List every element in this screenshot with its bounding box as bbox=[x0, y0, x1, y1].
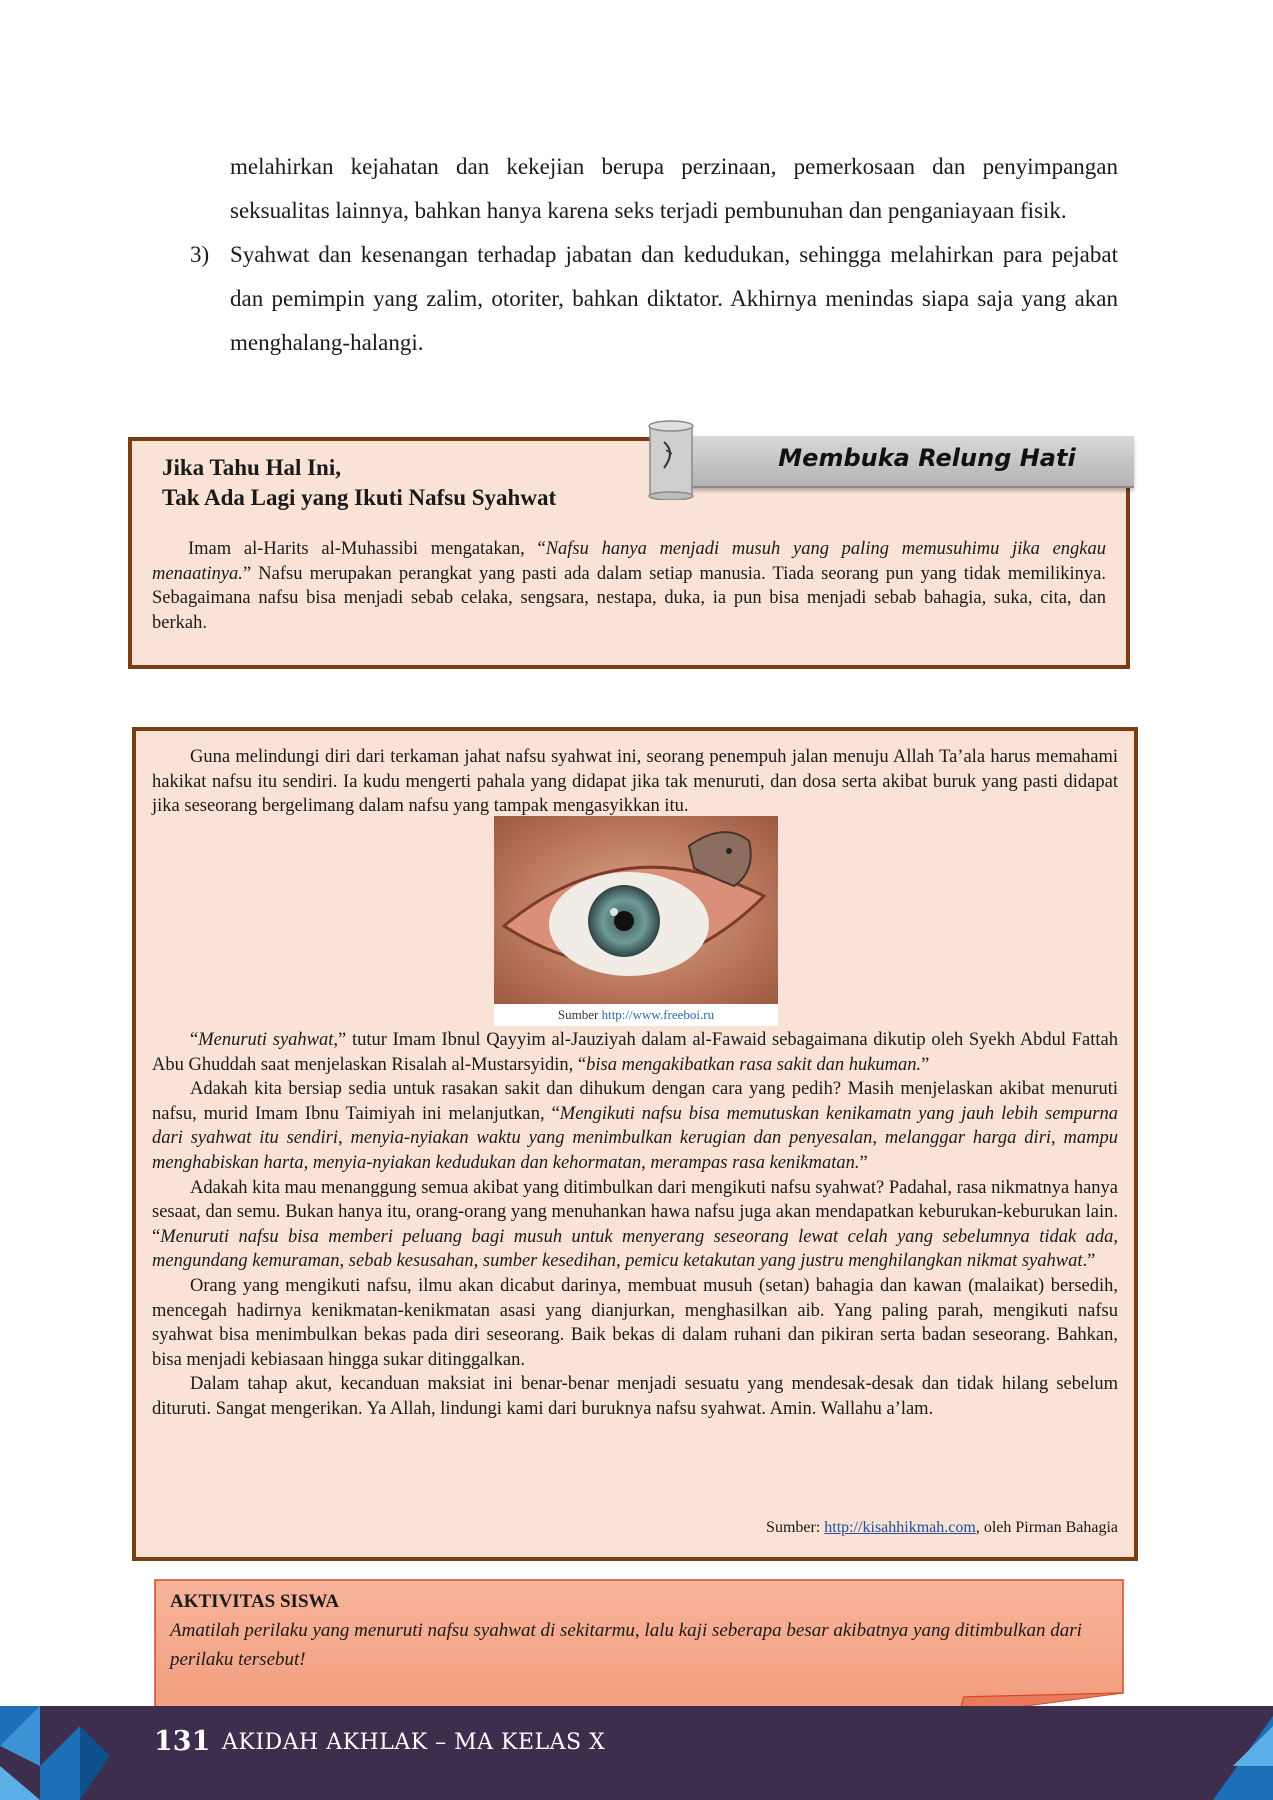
caption-label: Sumber bbox=[557, 1007, 599, 1022]
box-title bbox=[162, 453, 556, 513]
article-box bbox=[132, 727, 1138, 1561]
article-paragraph-2 bbox=[152, 1077, 1118, 1175]
p2-quote: Mengikuti nafsu bisa memutuskan kenikamatn yang jauh lebih sempurna dari syahwat itu sendiri, menyia-nyiakan waktu yang menimbulkan kerugian dan penyesalan, melanggar harga diri, mampu menghabiskan harta, menyia-nyiakan kedudukan dan kehormatan, merampas rasa kenikmatan. bbox=[152, 1103, 1118, 1173]
footer-title: AKIDAH AKHLAK – MA KELAS X bbox=[222, 1730, 606, 1755]
list-item-3 bbox=[190, 233, 1118, 365]
continued-paragraph: melahirkan kejahatan dan kekejian berupa perzinaan, pemerkosaan dan penyimpangan seksualitas lainnya, bahkan hanya karena seks terjadi pembunuhan dan penganiayaan fisik. bbox=[230, 154, 1118, 223]
eye-image bbox=[494, 816, 778, 1026]
p2-text: Adakah kita bersiap sedia untuk rasakan sakit dan dihukum dengan cara yang pedih? Masih menjelaskan akibat menuruti nafsu, murid Imam Ibnu Taimiyah ini melanjutkan, “ bbox=[152, 1079, 1118, 1124]
activity-text bbox=[170, 1587, 1094, 1674]
body-text-top bbox=[190, 145, 1118, 365]
source-author: , oleh Pirman Bahagia bbox=[975, 1519, 1118, 1536]
figure-caption bbox=[494, 1004, 778, 1026]
p1-mid: ” tutur Imam Ibnul Qayyim al-Jauziyah dalam al-Fawaid sebagaimana dikutip oleh Syekh Abdul Fattah Abu Ghuddah saat menjelaskan Risalah al-Mustarsyidin, “ bbox=[152, 1030, 1119, 1075]
p3-close: .” bbox=[1082, 1251, 1096, 1272]
article-paragraph-4: Orang yang mengikuti nafsu, ilmu akan dicabut darinya, membuat musuh (setan) bahagia dan kawan (malaikat) bersedih, mencegah hadirnya kenikmatan-kenikmatan asasi yang dianjurkan, menghasilkan aib. Yang paling parah, mengikuti nafsu syahwat bisa menimbulkan bekas pada diri seseorang. Baik bekas di dalam ruhani dan pikiran serta badan seseorang. Bahkan, bisa menjadi kebiasaan hingga sukar ditinggalkan. bbox=[152, 1275, 1118, 1370]
article-body bbox=[152, 1028, 1118, 1422]
activity-title: AKTIVITAS SISWA bbox=[170, 1591, 340, 1612]
box-body bbox=[152, 537, 1106, 635]
p1-close: ” bbox=[921, 1054, 930, 1075]
footer-right-decoration bbox=[1193, 1706, 1273, 1800]
source-line bbox=[766, 1519, 1118, 1537]
box-title-line-1: Jika Tahu Hal Ini, bbox=[162, 455, 341, 480]
article-paragraph-3 bbox=[152, 1176, 1118, 1274]
p3-quote: Menuruti nafsu bisa memberi peluang bagi musuh untuk menyerang seseorang lewat celah yang sebelumnya tidak ada, mengundang kemuraman, sebab kesusahan, sumber kesedihan, pemicu ketakutan yang justru menghilangkan nikmat syahwat bbox=[152, 1226, 1118, 1272]
article-paragraph-1 bbox=[152, 1028, 1118, 1077]
intro-paragraph: Guna melindungi diri dari terkaman jahat nafsu syahwat ini, seorang penempuh jalan menuju Allah Ta’ala harus memahami hakikat nafsu itu sendiri. Ia kudu mengerti pahala yang didapat jika tak menuruti, dan dosa serta akibat buruk yang pasti didapat jika seseorang bergelimang dalam nafsu yang tampak mengasyikkan itu. bbox=[152, 747, 1118, 817]
p1-quote2: bisa mengakibatkan rasa sakit dan hukuman. bbox=[586, 1054, 922, 1075]
article-intro bbox=[152, 745, 1118, 819]
caption-link[interactable]: http://www.freeboi.ru bbox=[601, 1007, 715, 1022]
box-paragraph bbox=[152, 537, 1106, 635]
source-link[interactable]: http://kisahhikmah.com bbox=[824, 1519, 976, 1536]
list-number: 3) bbox=[190, 242, 210, 267]
p1-quote: Menuruti syahwat, bbox=[198, 1030, 339, 1050]
section-banner bbox=[690, 436, 1134, 488]
page-number: 131 bbox=[154, 1726, 211, 1757]
article-paragraph-5: Dalam tahap akut, kecanduan maksiat ini benar-benar menjadi sesuatu yang mendesak-desak dan tidak hilang sebelum dituruti. Sangat mengerikan. Ya Allah, lindungi kami dari buruknya nafsu syahwat. Amin. Wallahu a’lam. bbox=[152, 1374, 1118, 1419]
scroll-icon bbox=[642, 420, 698, 500]
p1-open: “ bbox=[190, 1030, 199, 1050]
footer-left-decoration bbox=[0, 1706, 130, 1800]
para-rest: ” Nafsu merupakan perangkat yang pasti ada dalam setiap manusia. Tiada seorang pun yang tidak memilikinya. Sebagaimana nafsu bisa menjadi sebab celaka, sengsara, nestapa, duka, ia pun bisa menjadi sebab bahagia, suka, cita, dan berkah. bbox=[152, 563, 1106, 633]
eye-illustration bbox=[494, 816, 778, 1026]
para-intro: Imam al-Harits al-Muhassibi mengatakan, “ bbox=[188, 539, 546, 559]
box-title-line-2: Tak Ada Lagi yang Ikuti Nafsu Syahwat bbox=[162, 485, 557, 510]
page-footer bbox=[0, 1706, 1273, 1800]
para-quote: Nafsu hanya menjadi musuh yang paling memusuhimu jika engkau menaatinya. bbox=[152, 539, 1107, 584]
list-item-text: Syahwat dan kesenangan terhadap jabatan dan kedudukan, sehingga melahirkan para pejabat dan pemimpin yang zalim, otoriter, bahkan diktator. Akhirnya menindas siapa saja yang akan menghalang-halangi. bbox=[230, 242, 1118, 355]
source-label: Sumber: bbox=[766, 1519, 825, 1536]
p2-close: ” bbox=[859, 1152, 868, 1173]
banner-label: Membuka Relung Hati bbox=[778, 444, 1076, 472]
student-activity-box bbox=[154, 1579, 1124, 1717]
p3-text: Adakah kita mau menanggung semua akibat yang ditimbulkan dari mengikuti nafsu syahwat? Padahal, rasa nikmatnya hanya sesaat, dan semu. Bukan hanya itu, orang-orang yang menuhankan hawa nafsu juga akan mendapatkan keburukan-keburukan lain. “ bbox=[152, 1177, 1118, 1247]
activity-description: Amatilah perilaku yang menuruti nafsu syahwat di sekitarmu, lalu kaji seberapa besar akibatnya yang ditimbulkan dari perilaku tersebut! bbox=[170, 1620, 1082, 1670]
